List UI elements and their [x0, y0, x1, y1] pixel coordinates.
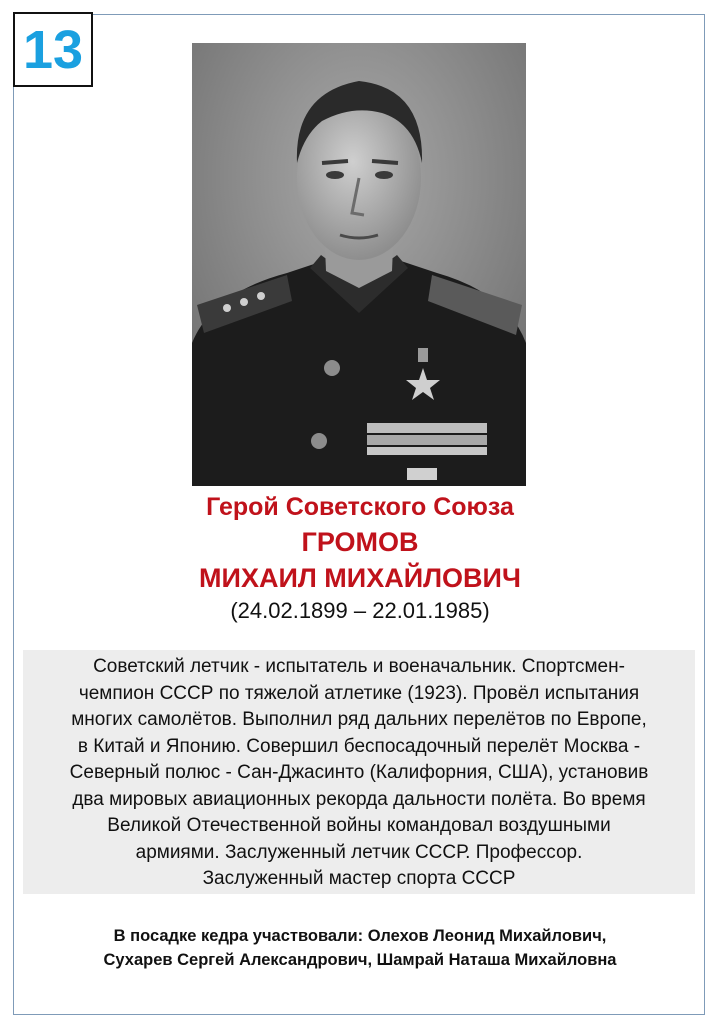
- biography-box: [23, 650, 695, 894]
- portrait-photo-icon: [192, 43, 526, 486]
- bio-line: армиями. Заслуженный летчик СССР. Профессор.: [135, 841, 583, 863]
- participants-note: [30, 924, 690, 972]
- card-number: 13: [22, 19, 84, 80]
- surname: ГРОМОВ: [301, 527, 419, 557]
- bio-line: чемпион СССР по тяжелой атлетике (1923). Провёл испытания: [78, 682, 640, 704]
- bio-line: в Китай и Японию. Совершил беспосадочный перелёт Москва -: [77, 735, 641, 757]
- bio-line: Великой Отечественной войны командовал воздушными: [107, 815, 611, 836]
- card-number-box: [13, 12, 93, 87]
- bio-line: Советский летчик - испытатель и военачальник. Спортсмен-: [93, 656, 625, 677]
- given-name: МИХАИЛ МИХАЙЛОВИЧ: [199, 563, 521, 593]
- life-dates: (24.02.1899 – 22.01.1985): [230, 598, 490, 623]
- bio-line: Заслуженный мастер спорта СССР: [202, 868, 516, 889]
- bio-line: два мировых авиационных рекорда дальности полёта. Во время: [72, 788, 646, 810]
- portrait-photo: [192, 43, 526, 486]
- bio-line: Северный полюс - Сан-Джасинто (Калифорния, США), установив: [69, 762, 649, 783]
- heading-block: [0, 490, 720, 626]
- bio-line: многих самолётов. Выполнил ряд дальних перелётов по Европе,: [71, 709, 647, 730]
- participants-line: В посадке кедра участвовали: Олехов Леонид Михайлович,: [113, 927, 607, 945]
- hero-title: Герой Советского Союза: [206, 493, 514, 521]
- participants-line: Сухарев Сергей Александрович, Шамрай Наташа Михайловна: [103, 951, 617, 969]
- uniform-button: [311, 433, 327, 449]
- uniform-button: [324, 360, 340, 376]
